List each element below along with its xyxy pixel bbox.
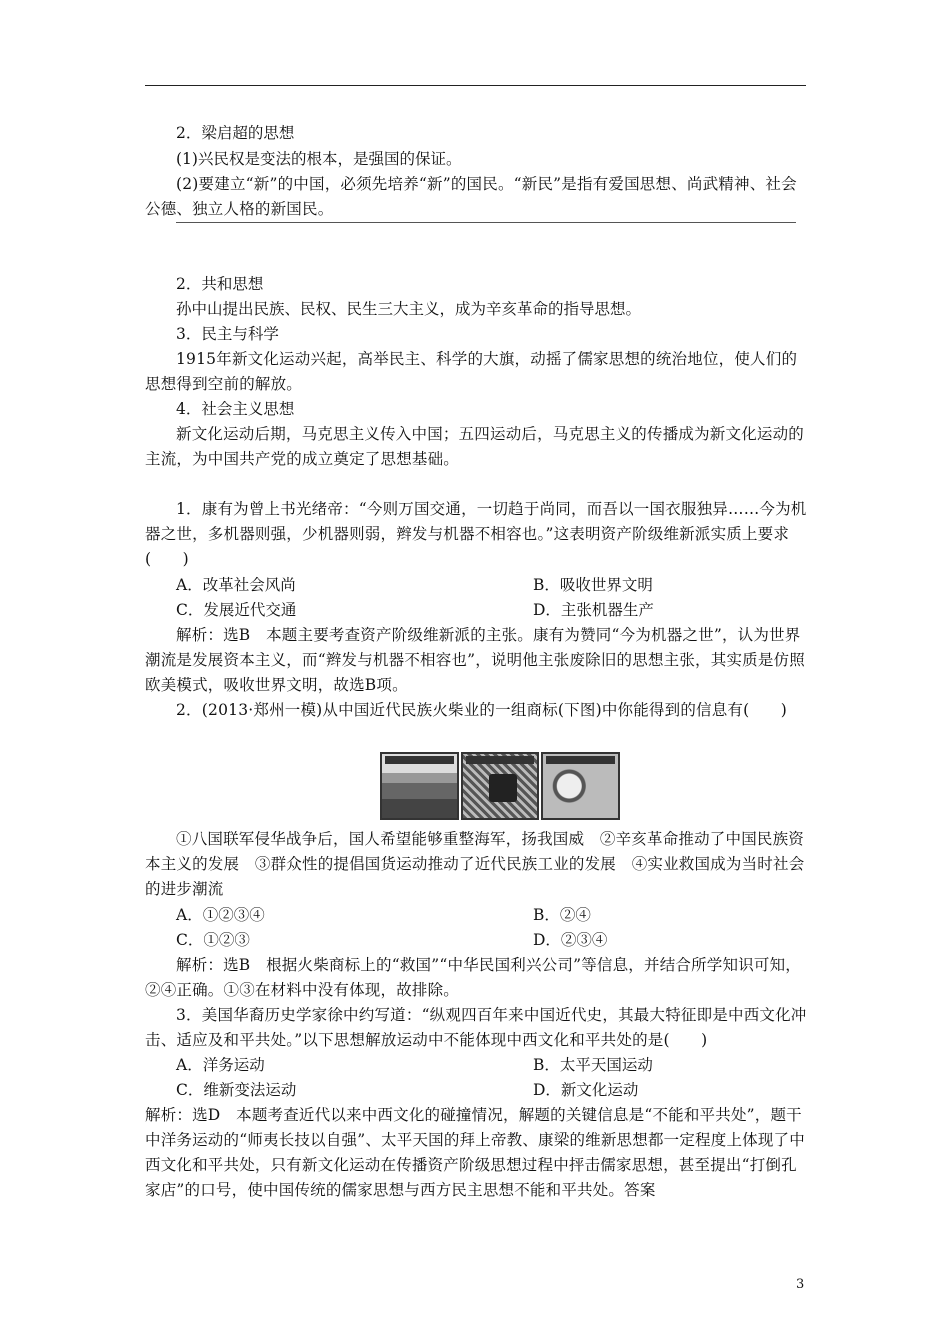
democracy-text: 1915年新文化运动兴起，高举民主、科学的大旗，动摇了儒家思想的统治地位，使人们的思想得到空前的解放。	[145, 350, 798, 393]
q3-analysis: 解析：选D 本题考查近代以来中西文化的碰撞情况，解题的关键信息是“不能和平共处”，题干中洋务运动的“师夷长技以自强”、太平天国的拜上帝教、康梁的维新思想都一定程度上体现了中西文化和平共处，只有新文化运动在传播资产阶级思想过程中抨击儒家思想，甚至提出“打倒孔家店”的口号，使中国传统的儒家思想与西方民主思想不能和平共处。答案	[145, 1106, 805, 1199]
liang-item-2: (2)要建立“新”的中国，必须先培养“新”的国民。“新民”是指有爱国思想、尚武精神、社会公德、独立人格的新国民。	[145, 175, 797, 218]
q3-option-a: A．洋务运动	[176, 1056, 265, 1074]
q2-analysis: 解析：选B 根据火柴商标上的“救国”“中华民国利兴公司”等信息，并结合所学知识可知，②④正确。①③在材料中没有体现，故排除。	[145, 956, 801, 999]
q1-option-c: C．发展近代交通	[176, 601, 297, 619]
q1-option-a: A．改革社会风尚	[176, 576, 296, 594]
matchbox-label-save-nation	[461, 752, 540, 820]
socialism-text: 新文化运动后期，马克思主义传入中国；五四运动后，马克思主义的传播成为新文化运动的主流，为中国共产党的成立奠定了思想基础。	[145, 425, 805, 468]
republic-text: 孙中山提出民族、民权、民生三大主义，成为辛亥革命的指导思想。	[176, 300, 642, 318]
matchbox-labels-image	[380, 752, 620, 820]
q2-stem: 2．(2013·郑州一模)从中国近代民族火柴业的一组商标(下图)中你能得到的信息有( )	[176, 701, 788, 719]
q1-option-d: D．主张机器生产	[533, 601, 654, 619]
liang-item-1: (1)兴民权是变法的根本，是强国的保证。	[176, 150, 462, 168]
matchbox-label-navy	[380, 752, 459, 820]
q2-option-d: D．②③④	[533, 931, 608, 949]
q2-option-b: B．②④	[533, 906, 591, 924]
q1-stem: 1．康有为曾上书光绪帝：“今则万国交通，一切趋于尚同，而吾以一国衣服独异……今为机器之世，多机器则强，少机器则弱，辫发与机器不相容也。”这表明资产阶级维新派实质上要求( )	[145, 500, 807, 568]
header-rule	[145, 85, 806, 86]
republic-heading: 2．共和思想	[176, 275, 264, 293]
socialism-heading: 4．社会主义思想	[176, 400, 295, 418]
q2-option-c: C．①②③	[176, 931, 250, 949]
matchbox-label-lixing-company	[541, 752, 620, 820]
page-number: 3	[796, 1277, 805, 1292]
q3-option-c: C．维新变法运动	[176, 1081, 297, 1099]
q1-option-b: B．吸收世界文明	[533, 576, 653, 594]
democracy-heading: 3．民主与科学	[176, 325, 279, 343]
q1-analysis: 解析：选B 本题主要考查资产阶级维新派的主张。康有为赞同“今为机器之世”，认为世界潮流是发展资本主义，而“辫发与机器不相容也”，说明他主张废除旧的思想主张，其实质是仿照欧美模式，吸收世界文明，故选B项。	[145, 626, 805, 694]
q3-option-d: D．新文化运动	[533, 1081, 639, 1099]
q3-option-b: B．太平天国运动	[533, 1056, 653, 1074]
q2-option-a: A．①②③④	[176, 906, 265, 924]
liang-heading: 2．梁启超的思想	[176, 124, 295, 142]
divider-line	[176, 222, 796, 223]
q2-statements: ①八国联军侵华战争后，国人希望能够重整海军，扬我国威 ②辛亥革命推动了中国民族资本主义的发展 ③群众性的提倡国货运动推动了近代民族工业的发展 ④实业救国成为当时社会的进步潮流	[145, 830, 805, 898]
q3-stem: 3．美国华裔历史学家徐中约写道：“纵观四百年来中国近代史，其最大特征即是中西文化冲击、适应及和平共处。”以下思想解放运动中不能体现中西文化和平共处的是( )	[145, 1006, 807, 1049]
